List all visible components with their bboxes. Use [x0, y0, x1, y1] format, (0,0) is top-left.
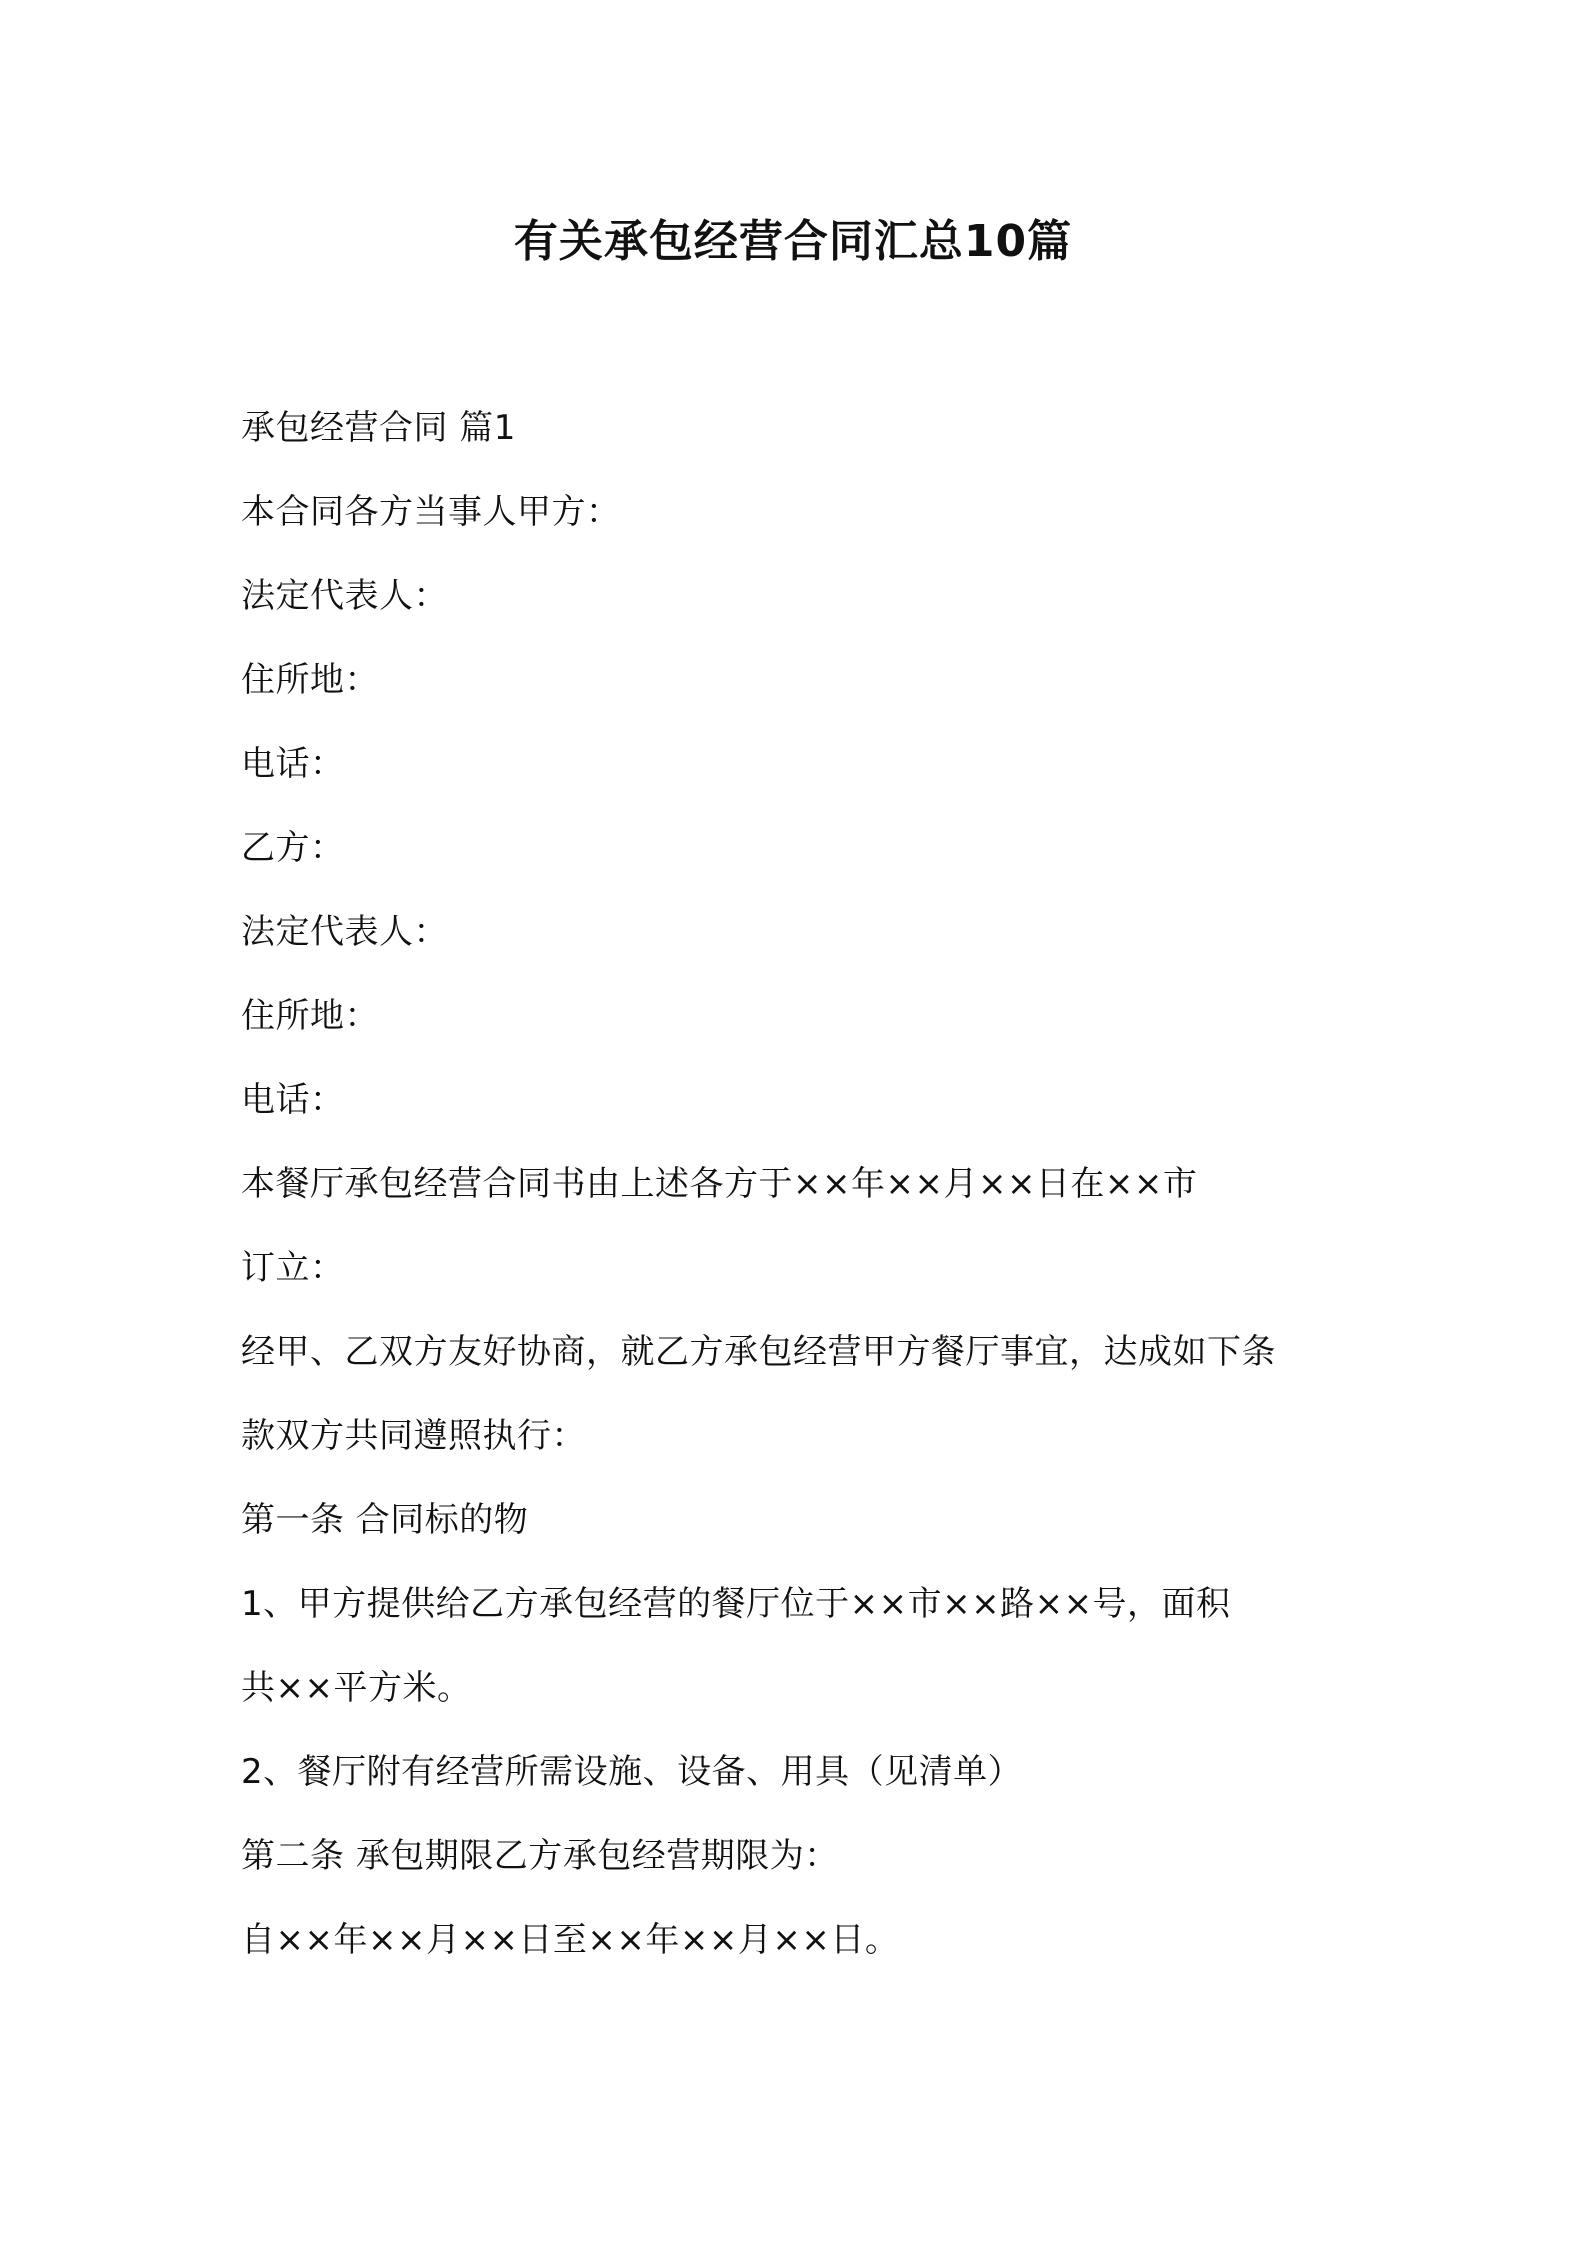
article-heading: 第一条 合同标的物 [241, 1500, 529, 1540]
party-a-representative: 法定代表人： [241, 576, 448, 616]
section-heading: 承包经营合同 篇1 [241, 408, 516, 448]
party-a-address: 住所地： [241, 660, 379, 700]
paragraph-line: 订立： [241, 1248, 345, 1288]
paragraph-line: 经甲、乙双方友好协商，就乙方承包经营甲方餐厅事宜，达成如下条 [241, 1332, 1276, 1372]
paragraph-line: 自××年××月××日至××年××月××日。 [241, 1920, 900, 1960]
article-heading: 第二条 承包期限乙方承包经营期限为： [241, 1836, 839, 1876]
party-b-address: 住所地： [241, 996, 379, 1036]
party-b-phone: 电话： [241, 1080, 345, 1120]
party-b-representative: 法定代表人： [241, 912, 448, 952]
party-b-line: 乙方： [241, 828, 345, 868]
paragraph-line: 款双方共同遵照执行： [241, 1416, 586, 1456]
paragraph-line: 2、餐厅附有经营所需设施、设备、用具（见清单） [241, 1752, 1023, 1792]
document-body [241, 408, 1361, 2004]
paragraph-line: 本餐厅承包经营合同书由上述各方于××年××月××日在××市 [241, 1164, 1198, 1204]
party-a-phone: 电话： [241, 744, 345, 784]
party-a-line: 本合同各方当事人甲方： [241, 492, 621, 532]
paragraph-line: 1、甲方提供给乙方承包经营的餐厅位于××市××路××号，面积 [241, 1584, 1231, 1624]
document-title: 有关承包经营合同汇总10篇 [513, 216, 1073, 267]
paragraph-line: 共××平方米。 [241, 1668, 472, 1708]
